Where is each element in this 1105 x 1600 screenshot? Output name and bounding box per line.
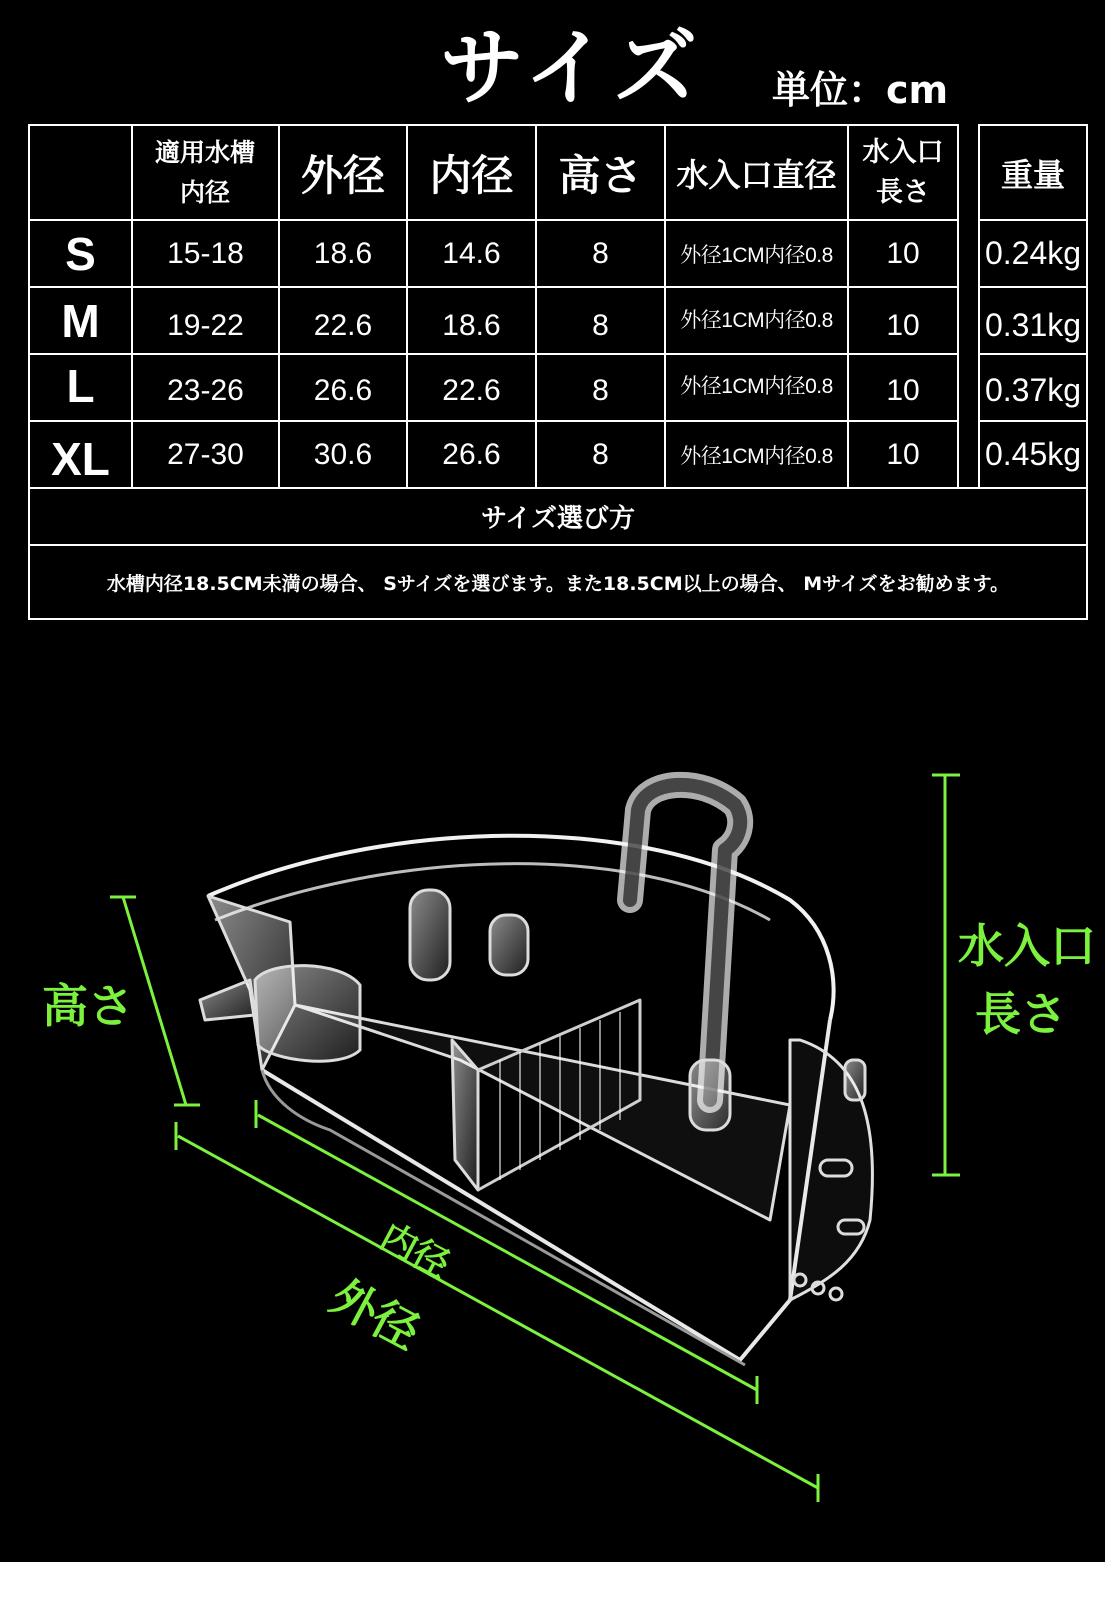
table-cell: 10 bbox=[886, 236, 920, 270]
table-cell: 15-18 bbox=[167, 236, 244, 270]
table-cell: 18.6 bbox=[313, 236, 373, 270]
table-cell: 8 bbox=[592, 437, 609, 471]
table-cell: 8 bbox=[592, 373, 609, 407]
table-cell: 10 bbox=[886, 437, 920, 471]
table-cell: 27-30 bbox=[167, 437, 244, 471]
table-cell: 18.6 bbox=[442, 308, 501, 342]
header-outer-diameter: 外径 bbox=[300, 150, 385, 200]
box-body bbox=[200, 785, 872, 1365]
size-guide-title: サイズ選び方 bbox=[481, 504, 635, 534]
table-cell: 30.6 bbox=[313, 437, 373, 471]
table-cell: 8 bbox=[592, 236, 609, 270]
header-inlet-length: 水入口長さ bbox=[862, 137, 944, 208]
table-cell: 19-22 bbox=[167, 308, 244, 342]
table-rule bbox=[978, 286, 1088, 288]
size-m-label: M bbox=[61, 294, 100, 347]
table-cell: 26.6 bbox=[313, 373, 373, 407]
table-cell: 14.6 bbox=[442, 236, 501, 270]
table-cell: 22.6 bbox=[313, 308, 373, 342]
unit-label: 単位：cm bbox=[772, 68, 949, 112]
header-height: 高さ bbox=[558, 150, 643, 200]
size-s-label: S bbox=[65, 227, 96, 280]
table-rule bbox=[1086, 124, 1088, 620]
header-weight: 重量 bbox=[1000, 155, 1065, 194]
outer-diameter-dimension-label: 外径 bbox=[322, 1268, 429, 1360]
table-cell: 22.6 bbox=[442, 373, 501, 407]
table-cell: 8 bbox=[592, 308, 609, 342]
size-xl-label: XL bbox=[51, 432, 110, 485]
inlet-length-dimension-label-line2: 長さ bbox=[975, 987, 1067, 1041]
header-tank-inner: 適用水槽内径 bbox=[154, 138, 255, 207]
header-inlet-diameter: 水入口直径 bbox=[676, 155, 837, 194]
header-inner-diameter: 内径 bbox=[429, 150, 514, 200]
table-cell: 0.24kg bbox=[984, 235, 1082, 271]
table-cell: 0.31kg bbox=[984, 307, 1082, 343]
table-cell: 10 bbox=[886, 373, 920, 407]
size-l-label: L bbox=[66, 359, 95, 412]
table-cell: 外径1CM内径0.8 bbox=[680, 243, 833, 267]
table-cell: 0.45kg bbox=[984, 436, 1082, 472]
table-cell: 0.37kg bbox=[984, 372, 1082, 408]
page-title: サイズ bbox=[440, 19, 704, 117]
table-cell: 外径1CM内径0.8 bbox=[680, 374, 833, 398]
table-cell: 23-26 bbox=[167, 373, 244, 407]
inlet-length-dimension-label-line1: 水入口 bbox=[958, 919, 1096, 973]
size-guide-text: 水槽内径18.5CM未満の場合、 Sサイズを選びます。また18.5CM以上の場合、 Mサイズをお勧めます。 bbox=[106, 572, 1010, 595]
table-rule bbox=[957, 124, 959, 489]
table-rule bbox=[28, 618, 1088, 620]
table-cell: 外径1CM内径0.8 bbox=[680, 308, 833, 332]
table-cell: 10 bbox=[886, 308, 920, 342]
product-figure bbox=[0, 660, 1105, 1562]
table-cell: 外径1CM内径0.8 bbox=[680, 444, 833, 468]
breeding-box-illustration bbox=[0, 660, 1105, 1562]
height-dimension-label: 高さ bbox=[42, 979, 134, 1033]
bottom-margin bbox=[0, 1562, 1105, 1600]
inner-diameter-dimension-label: 内径 bbox=[373, 1216, 457, 1287]
table-cell: 26.6 bbox=[442, 437, 501, 471]
